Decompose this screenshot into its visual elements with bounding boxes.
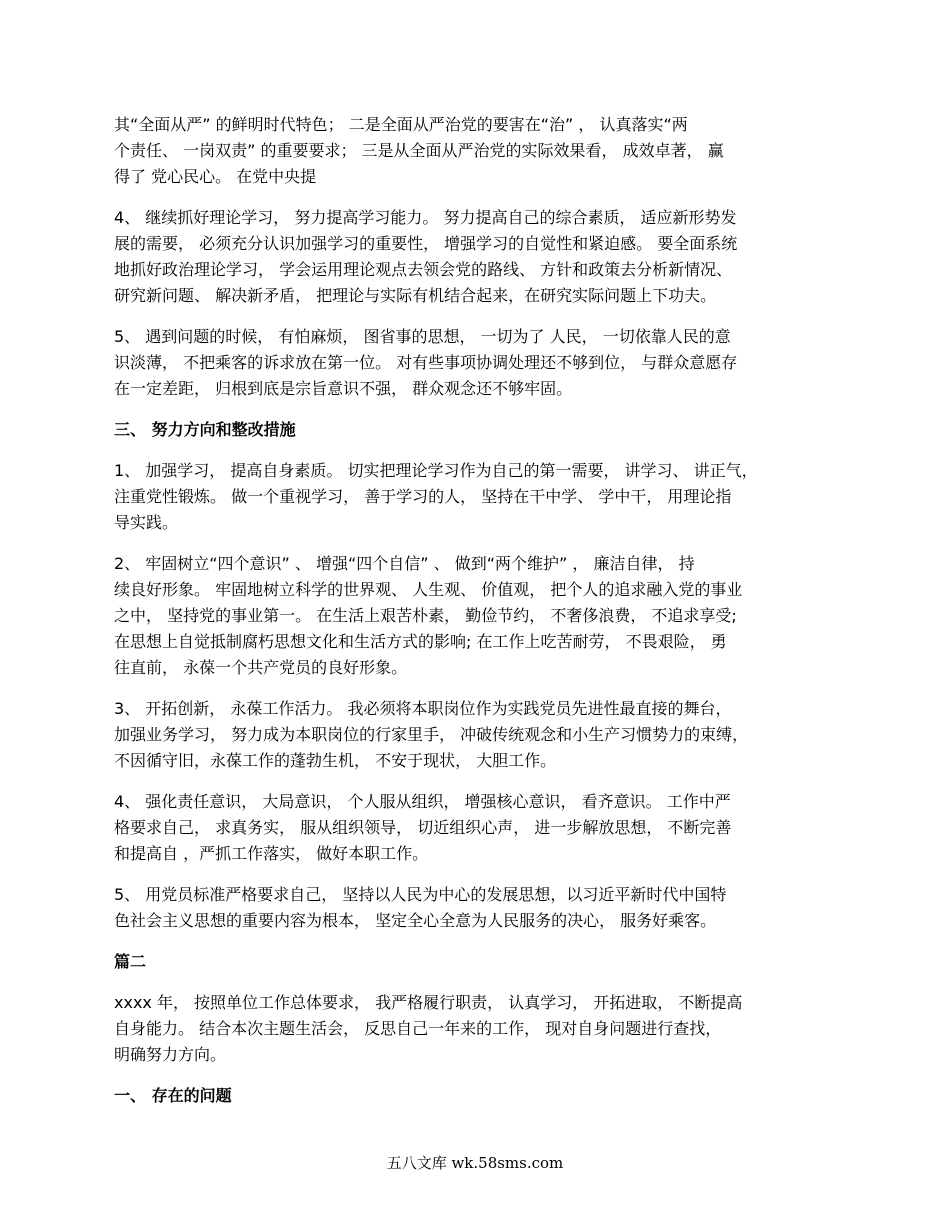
paragraph-line: 和提高自 ，严抓工作落实， 做好本职工作。 [114,844,429,863]
document-page [114,112,854,1124]
document-body [114,112,854,1109]
paragraph-line: 自身能力。 结合本次主题生活会， 反思自己一年来的工作， 现对自身问题进行查找， [114,1019,722,1038]
paragraph-line: 注重党性锻炼。 做一个重视学习， 善于学习的人， 坚持在干中学、 学中干， 用理论指 [114,487,732,506]
paragraph [114,551,854,681]
paragraph-line: 续良好形象。 牢固地树立科学的世界观、 人生观、 价值观， 把个人的追求融入党的事业 [114,580,743,599]
paragraph-line: 个责任、 一岗双责” 的重要要求； 三是从全面从严治党的实际效果看， 成效卓著， 赢 [114,141,724,160]
paragraph-line: 5、 遇到问题的时候， 有怕麻烦， 图省事的思想， 一切为了 人民， 一切依靠人民的意 [114,327,731,346]
paragraph-line: 4、 强化责任意识， 大局意识， 个人服从组织， 增强核心意识， 看齐意识。 工作中严 [114,792,731,811]
paragraph-line: 导实践。 [114,513,179,532]
paragraph-line: 在思想上自觉抵制腐朽思想文化和生活方式的影响; 在工作上吃苦耐劳， 不畏艰险， 勇 [114,632,727,651]
paragraph-line: xxxx 年， 按照单位工作总体要求， 我严格履行职责， 认真学习， 开拓进取， 不断提高 [114,993,743,1012]
paragraph-line: 色社会主义思想的重要内容为根本， 坚定全心全意为人民服务的决心， 服务好乘客。 [114,911,717,930]
paragraph [114,205,854,309]
paragraph [114,458,854,536]
paragraph-line: 格要求自己， 求真务实， 服从组织领导， 切近组织心声， 进一步解放思想， 不断完善 [114,818,732,837]
section-heading: 三、 努力方向和整改措施 [114,420,296,439]
section-heading: 一、 存在的问题 [114,1086,232,1105]
paragraph-line: 之中， 坚持党的事业第一。 在生活上艰苦朴素， 勤俭节约， 不奢侈浪费， 不追求享受; [114,606,737,625]
paragraph [114,324,854,402]
paragraph-line: 4、 继续抓好理论学习， 努力提高学习能力。 努力提高自己的综合素质， 适应新形势发 [114,208,737,227]
paragraph-line: 识淡薄， 不把乘客的诉求放在第一位。 对有些事项协调处理还不够到位， 与群众意愿存 [114,353,738,372]
section-heading: 篇二 [114,952,147,971]
paragraph-line: 地抓好政治理论学习， 学会运用理论观点去领会党的路线、 方针和政策去分析新情况、 [114,260,733,279]
paragraph [114,696,854,774]
paragraph-line: 2、 牢固树立“四个意识” 、 增强“四个自信” 、 做到“两个维护” ， 廉洁自律， 持 [114,554,695,573]
paragraph [114,990,854,1068]
paragraph-line: 研究新问题、 解决新矛盾， 把理论与实际有机结合起来，在研究实际问题上下功夫。 [114,286,717,305]
paragraph [114,112,854,190]
paragraph-line: 加强业务学习， 努力成为本职岗位的行家里手， 冲破传统观念和小生产习惯势力的束缚， [114,725,749,744]
paragraph-line: 不因循守旧，永葆工作的蓬勃生机， 不安于现状， 大胆工作。 [114,751,557,770]
paragraph-line: 往直前， 永葆一个共产党员的良好形象。 [114,658,408,677]
paragraph-line: 在一定差距， 归根到底是宗旨意识不强， 群众观念还不够牢固。 [114,379,573,398]
paragraph-line: 3、 开拓创新， 永葆工作活力。 我必须将本职岗位作为实践党员先进性最直接的舞台， [114,699,732,718]
paragraph-line: 5、 用党员标准严格要求自己， 坚持以人民为中心的发展思想，以习近平新时代中国特 [114,885,727,904]
paragraph-line: 其“全面从严” 的鲜明时代特色； 二是全面从严治党的要害在“治” ， 认真落实“两 [114,115,688,134]
paragraph-line: 展的需要， 必须充分认识加强学习的重要性， 增强学习的自觉性和紧迫感。 要全面系统 [114,234,738,253]
paragraph-line: 明确努力方向。 [114,1045,227,1064]
paragraph [114,789,854,867]
paragraph-line: 1、 加强学习， 提高自身素质。 切实把理论学习作为自己的第一需要， 讲学习、 讲正气， [114,461,758,480]
paragraph [114,882,854,934]
footer-watermark: 五八文库 wk.58sms.com [386,1154,564,1172]
paragraph-line: 得了 党心民心。 在党中央提 [114,167,317,186]
